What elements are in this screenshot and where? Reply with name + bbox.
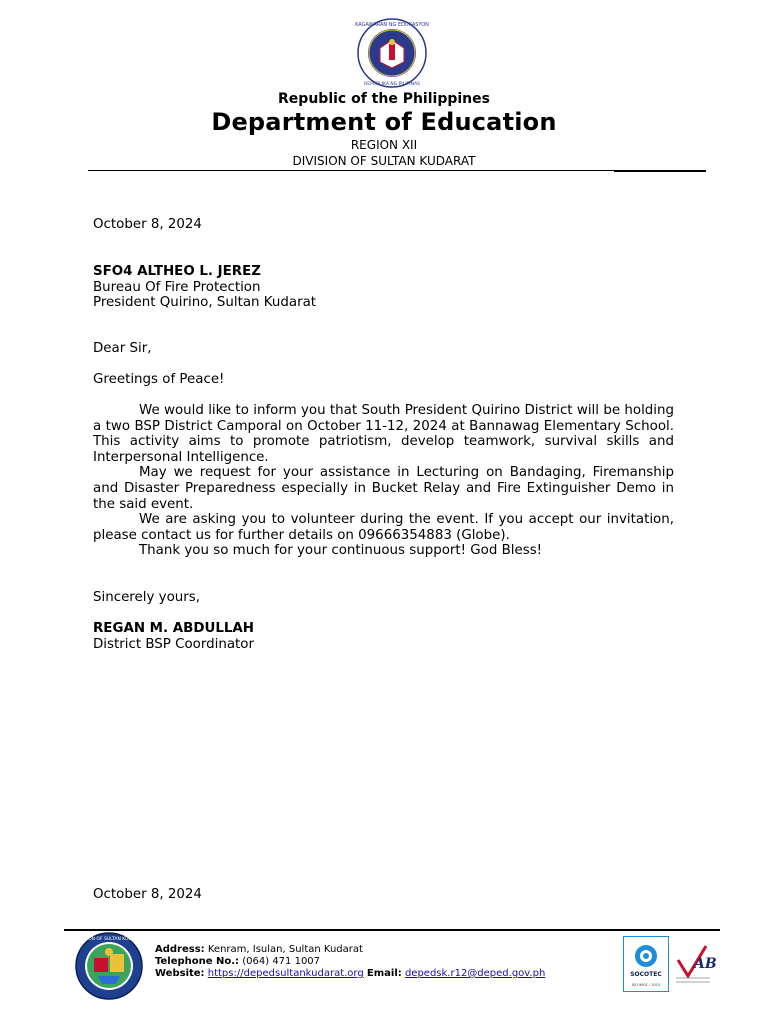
accreditation-logo	[672, 938, 717, 990]
website-label: Website:	[155, 968, 205, 979]
address-label: Address:	[155, 944, 205, 955]
footer-web-line	[155, 968, 545, 980]
division-heading: DIVISION OF SULTAN KUDARAT	[292, 154, 476, 168]
recipient-office: Bureau Of Fire Protection	[93, 279, 261, 295]
telephone-value: (064) 471 1007	[242, 956, 321, 967]
signer-title: District BSP Coordinator	[93, 636, 255, 652]
socotec-text: SOCOTEC	[630, 971, 662, 978]
deped-seal-logo	[352, 18, 432, 88]
body-paragraph: We would like to inform you that South President Quirino District will be holding a two BSP District Camporal on October 11-12, 2024 at Bannawag Elementary School. This activity aims to promote patriotism, develop teamwork, survival skills and Interpersonal Intelligence.	[93, 403, 674, 465]
signer-block	[93, 621, 254, 652]
department-heading: Department of Education	[211, 108, 557, 136]
recipient-address: President Quirino, Sultan Kudarat	[93, 295, 317, 311]
email-label: Email:	[366, 968, 402, 979]
header-divider-accent	[614, 170, 706, 172]
seal-bottom-text: REPUBLIKA NG PILIPINAS	[364, 82, 420, 87]
greeting: Greetings of Peace!	[93, 372, 225, 387]
division-logo-text: DIVISION OF SULTAN KUDARAT	[74, 937, 144, 942]
letter-body	[93, 403, 674, 559]
footer-divider	[64, 929, 720, 931]
signer-name: REGAN M. ABDULLAH	[93, 621, 254, 636]
website-link[interactable]: https://depedsultankudarat.org	[207, 968, 364, 979]
footer-date: October 8, 2024	[93, 887, 202, 902]
body-paragraph: We are asking you to volunteer during the event. If you accept our invitation, please contact us for further details on 09666354883 (Globe).	[93, 512, 674, 543]
address-value: Kenram, Isulan, Sultan Kudarat	[207, 944, 363, 955]
email-link[interactable]: depedsk.r12@deped.gov.ph	[404, 968, 546, 979]
salutation: Dear Sir,	[93, 341, 152, 356]
iso-text: ISO 9001 : 2015	[631, 983, 661, 987]
closing: Sincerely yours,	[93, 590, 201, 605]
ab-text: AB	[694, 956, 717, 972]
recipient-name: SFO4 ALTHEO L. JEREZ	[93, 264, 261, 279]
division-logo	[72, 932, 146, 1000]
republic-heading: Republic of the Philippines	[278, 91, 490, 107]
footer-telephone-line	[155, 956, 545, 968]
telephone-label: Telephone No.:	[155, 956, 240, 967]
region-heading: REGION XII	[350, 138, 418, 152]
socotec-certification-logo	[623, 936, 669, 992]
body-paragraph: May we request for your assistance in Lecturing on Bandaging, Firemanship and Disaster Preparedness especially in Bucket Relay and Fire Extinguisher Demo in the said event.	[93, 465, 674, 512]
seal-top-text: KAGAWARAN NG EDUKASYON	[355, 22, 429, 28]
footer-contact-info	[155, 944, 545, 980]
letter-date: October 8, 2024	[93, 217, 202, 232]
body-paragraph: Thank you so much for your continuous support! God Bless!	[139, 543, 543, 559]
footer-address-line	[155, 944, 545, 956]
recipient-block	[93, 264, 316, 311]
